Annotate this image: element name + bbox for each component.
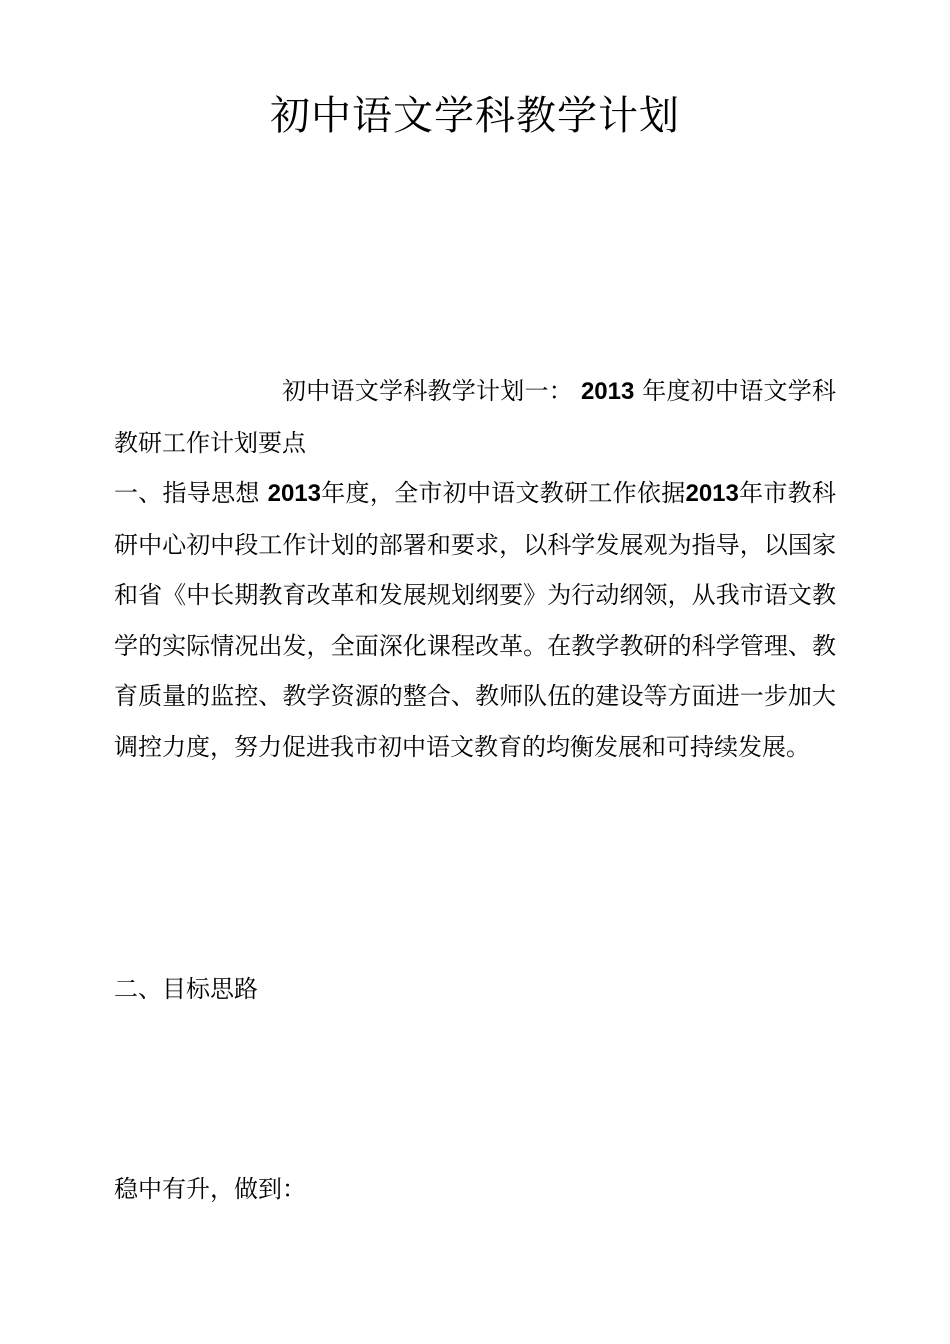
guiding-thought-year-1: 2013 xyxy=(267,480,321,507)
intro-year: 2013 xyxy=(580,378,635,405)
steady-progress-line: 稳中有升，做到： xyxy=(114,1175,306,1203)
guiding-thought-year-2: 2013 xyxy=(685,480,739,507)
guiding-thought-paragraph xyxy=(114,468,836,772)
document-title: 初中语文学科教学计划 xyxy=(270,93,680,139)
intro-paragraph xyxy=(114,366,836,468)
guiding-thought-text-2: 年市教科研中心初中段工作计划的部署和要求，以科学发展观为指导，以国家和省《中长期教育改革和发展规划纲要》为行动纲领，从我市语文教学的实际情况出发，全面深化课程改革。在教学教研的科学管理、教育质量的监控、教学资源的整合、教师队伍的建设等方面进一步加大调控力度，努力促进我市初中语文教育的均衡发展和可持续发展。 xyxy=(114,479,836,761)
intro-suffix: 年度初中语文学科教研工作计划要点 xyxy=(114,377,836,457)
guiding-thought-text-1: 年度，全市初中语文教研工作依据 xyxy=(320,479,686,507)
guiding-thought-heading: 一、指导思想 xyxy=(114,479,268,507)
section-two-heading: 二、目标思路 xyxy=(114,975,258,1003)
document-body xyxy=(114,366,836,772)
intro-prefix: 初中语文学科教学计划一： xyxy=(282,377,581,405)
